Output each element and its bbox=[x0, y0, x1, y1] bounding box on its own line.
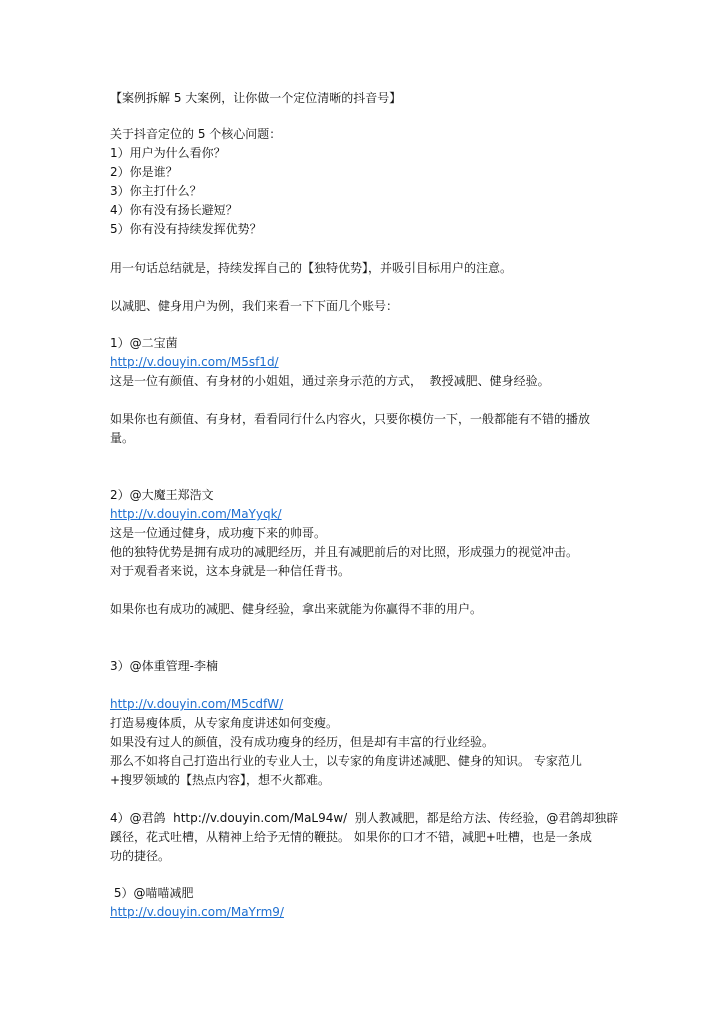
question-item: 3）你主打什么？ bbox=[110, 184, 202, 198]
case-4-text: 功的捷径。 bbox=[110, 849, 171, 863]
case-3-text: +搜罗领域的【热点内容】，想不火都难。 bbox=[110, 773, 331, 787]
question-item: 5）你有没有持续发挥优势？ bbox=[110, 222, 262, 236]
case-1-advice: 量。 bbox=[110, 431, 135, 445]
case-3-text: 打造易瘦体质，从专家角度讲述如何变瘦。 bbox=[110, 716, 339, 730]
case-2-advice: 如果你也有成功的减肥、健身经验，拿出来就能为你赢得不菲的用户。 bbox=[110, 602, 483, 616]
case-2-text: 对于观看者来说，这本身就是一种信任背书。 bbox=[110, 564, 351, 578]
case-1-link[interactable]: http://v.douyin.com/M5sf1d/ bbox=[110, 355, 279, 369]
case-2-text: 这是一位通过健身，成功瘦下来的帅哥。 bbox=[110, 526, 327, 540]
case-4-text: 4）@君鸽 http://v.douyin.com/MaL94w/ 别人教减肥，都是给方法、传经验，@君鸽却独辟 bbox=[110, 811, 619, 825]
case-2-heading: 2）@大魔王郑浩文 bbox=[110, 488, 214, 502]
case-2-text: 他的独特优势是拥有成功的减肥经历，并且有减肥前后的对比照，形成强力的视觉冲击。 bbox=[110, 545, 579, 559]
intro-text: 以减肥、健身用户为例，我们来看一下下面几个账号： bbox=[110, 299, 399, 313]
questions-heading: 关于抖音定位的 5 个核心问题： bbox=[110, 127, 282, 141]
question-item: 2）你是谁？ bbox=[110, 165, 178, 179]
case-3-text: 那么不如将自己打造出行业的专业人士，以专家的角度讲述减肥、健身的知识。 专家范儿 bbox=[110, 754, 582, 768]
case-1-heading: 1）@二宝菌 bbox=[110, 336, 178, 350]
case-3-link[interactable]: http://v.douyin.com/M5cdfW/ bbox=[110, 697, 284, 711]
summary-text: 用一句话总结就是，持续发挥自己的【独特优势】，并吸引目标用户的注意。 bbox=[110, 261, 513, 275]
case-5-link[interactable]: http://v.douyin.com/MaYrm9/ bbox=[110, 905, 284, 919]
case-4-text: 蹊径，花式吐槽，从精神上给予无情的鞭挞。 如果你的口才不错，减肥+吐槽，也是一条成 bbox=[110, 830, 592, 844]
case-1-advice: 如果你也有颜值、有身材，看看同行什么内容火，只要你模仿一下，一般都能有不错的播放 bbox=[110, 412, 591, 426]
case-5-heading: 5）@喵喵减肥 bbox=[110, 886, 194, 900]
case-3-text: 如果没有过人的颜值，没有成功瘦身的经历，但是却有丰富的行业经验。 bbox=[110, 735, 495, 749]
case-1-text: 这是一位有颜值、有身材的小姐姐，通过亲身示范的方式， 教授减肥、健身经验。 bbox=[110, 374, 550, 388]
case-2-link[interactable]: http://v.douyin.com/MaYyqk/ bbox=[110, 507, 282, 521]
question-item: 4）你有没有扬长避短？ bbox=[110, 203, 238, 217]
question-item: 1）用户为什么看你？ bbox=[110, 146, 226, 160]
document-title: 【案例拆解 5 大案例，让你做一个定位清晰的抖音号】 bbox=[110, 91, 402, 105]
case-3-heading: 3）@体重管理-李楠 bbox=[110, 659, 218, 673]
